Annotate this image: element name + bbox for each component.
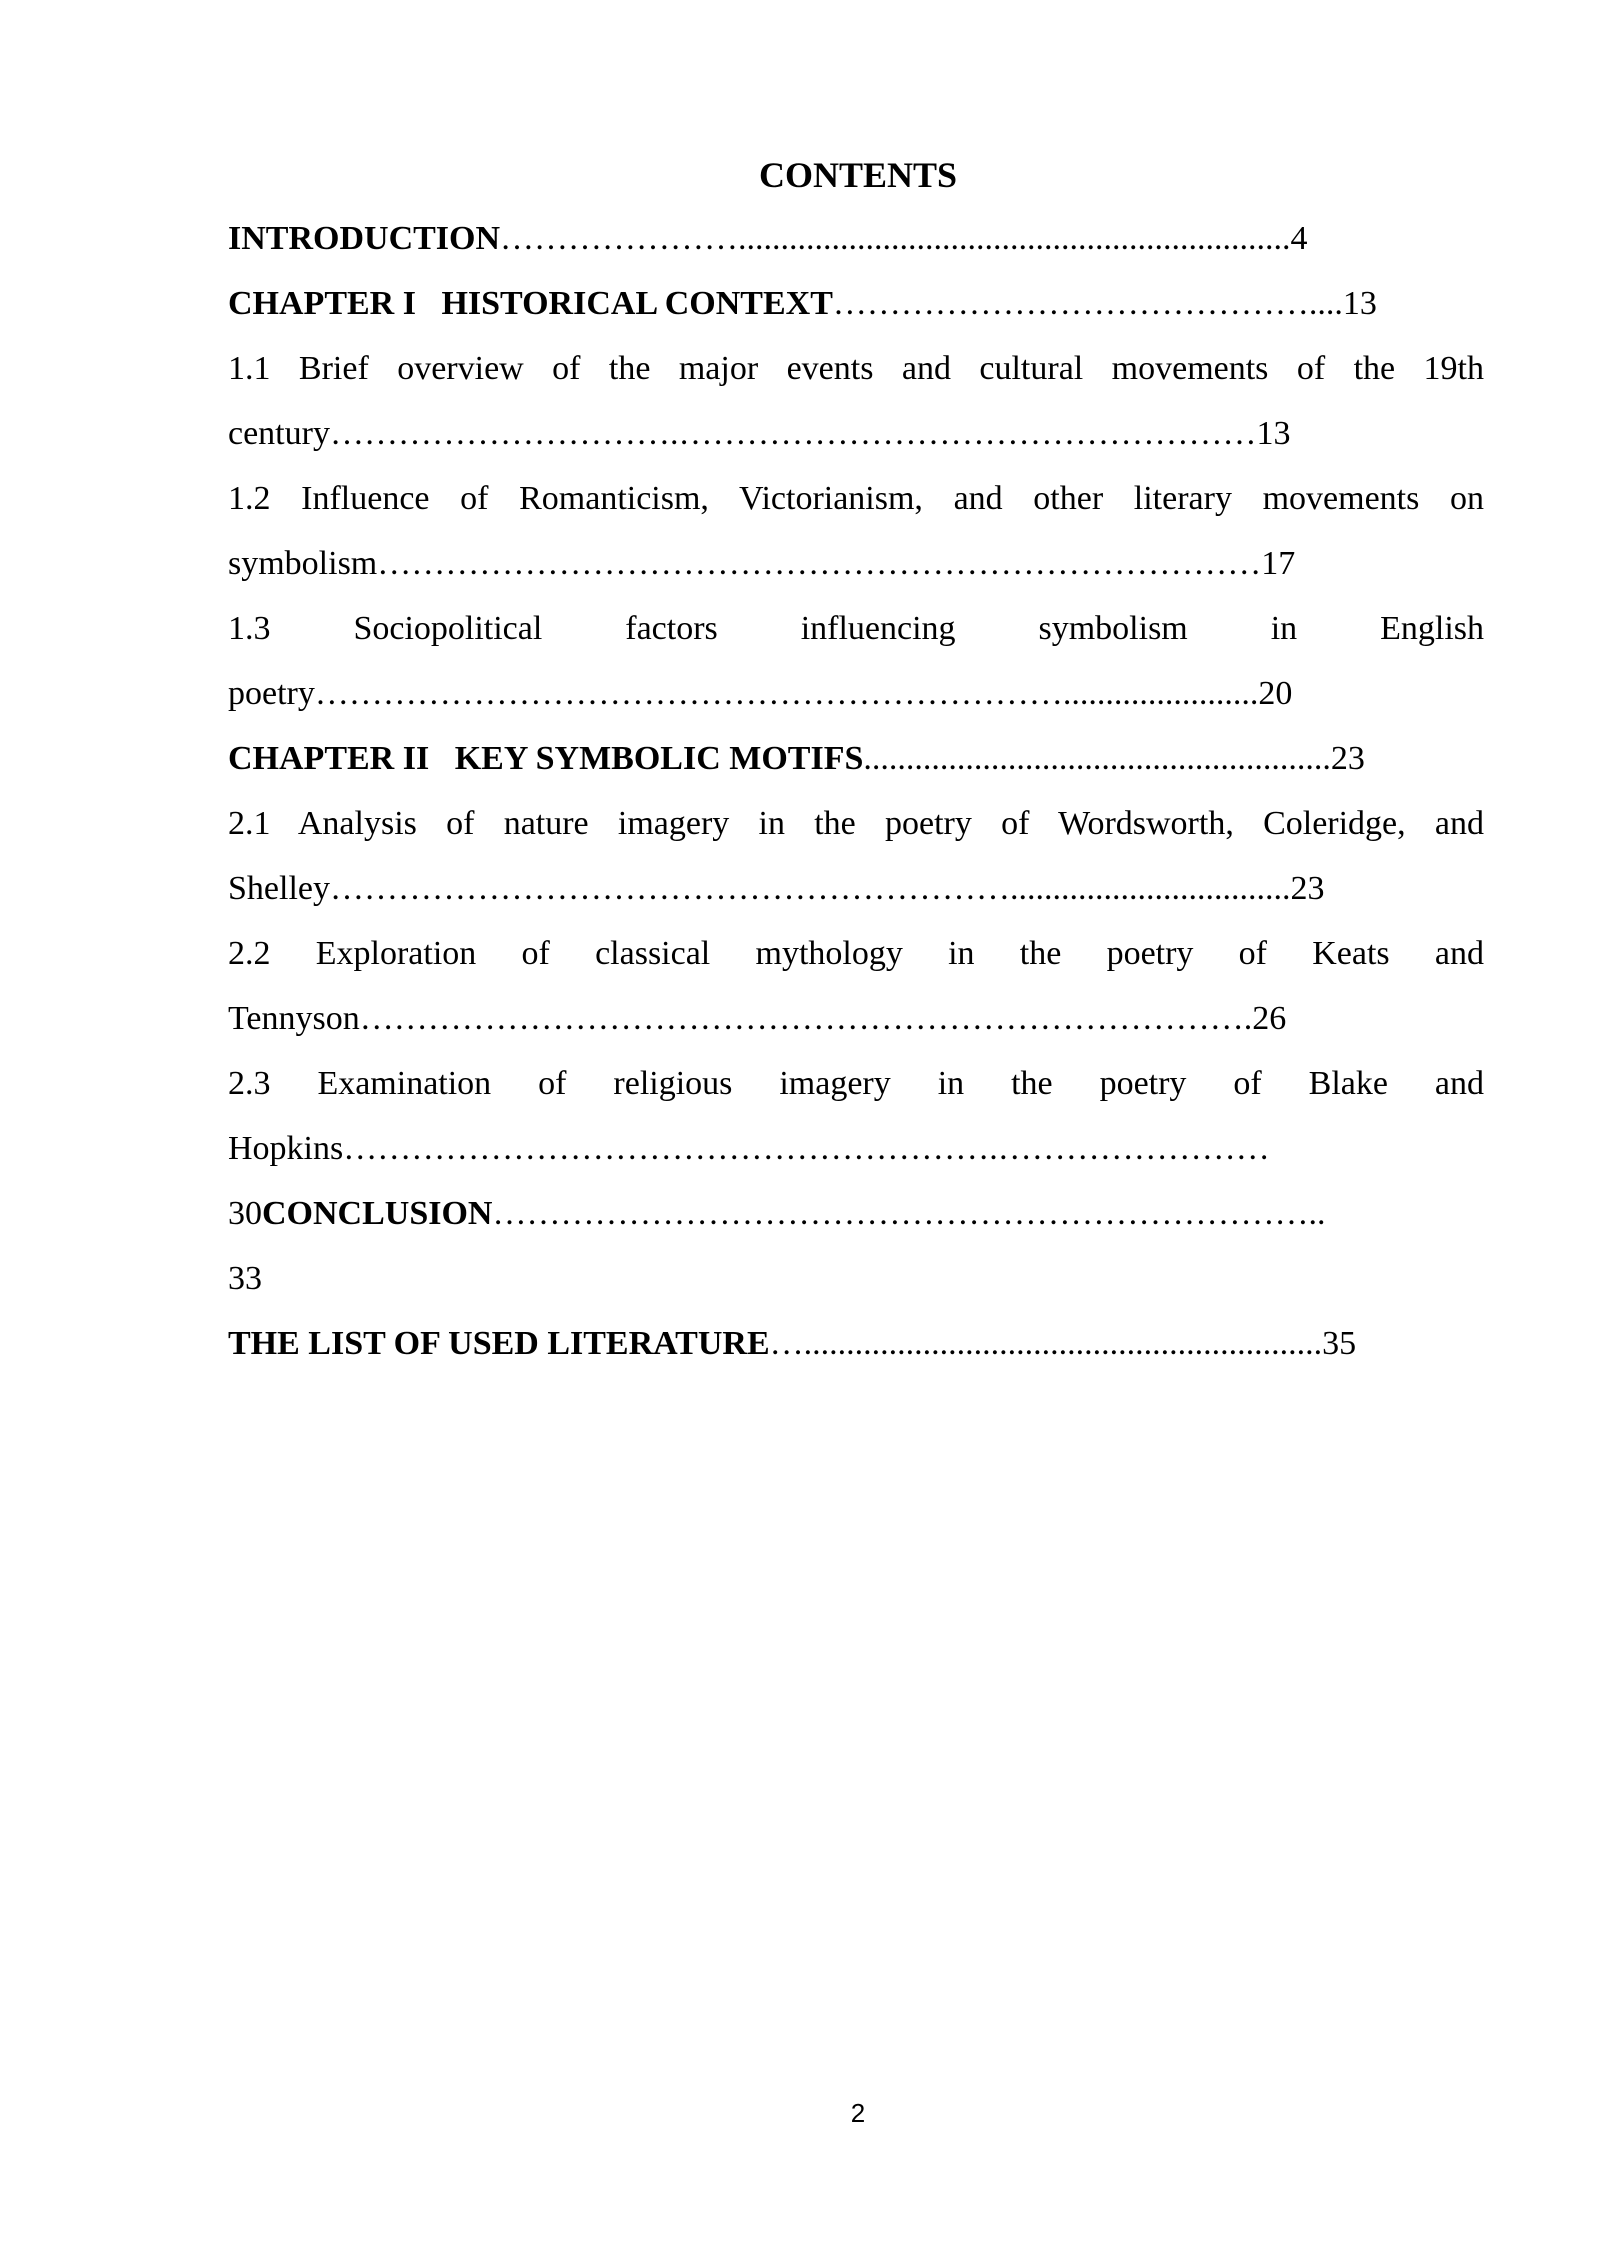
toc-entry-introduction[interactable]: [228, 214, 1484, 279]
toc-entry-2-2-line-2[interactable]: Tennyson…………………………………………………………………….26: [228, 1000, 1287, 1037]
toc-entry-label: THE LIST OF USED LITERATURE: [228, 1325, 770, 1362]
toc-entry-2-3-line-2[interactable]: Hopkins………………………………………………….……………………: [228, 1130, 1270, 1167]
toc-entry-chapter-2[interactable]: [228, 734, 1484, 799]
toc-entry-label: CHAPTER II KEY SYMBOLIC MOTIFS: [228, 740, 864, 777]
toc-entry-1-3-line-1[interactable]: 1.3 Sociopolitical factors influencing symbolism in English: [228, 610, 1484, 647]
toc-entry-conclusion-page: 33: [228, 1260, 262, 1297]
page-title: CONTENTS: [758, 155, 958, 195]
toc-entry-conclusion[interactable]: [228, 1189, 1484, 1254]
table-of-contents: [228, 214, 1484, 1384]
toc-leader-dots: ………………….................................................................: [500, 220, 1291, 257]
toc-leader-dots: ……………………………………....: [832, 285, 1343, 322]
toc-entry-2-2-line-1[interactable]: 2.2 Exploration of classical mythology in the poetry of Keats and: [228, 935, 1484, 972]
toc-page-number: 35: [1322, 1325, 1357, 1362]
toc-entry-1-1-line-2[interactable]: century………………………….……………………………………………13: [228, 415, 1291, 452]
toc-entry-2-3-line-1[interactable]: 2.3 Examination of religious imagery in the poetry of Blake and: [228, 1065, 1484, 1102]
toc-entry-chapter-1[interactable]: [228, 279, 1484, 344]
toc-entry-label: CHAPTER I HISTORICAL CONTEXT: [228, 285, 833, 322]
toc-entry-1-1-line-1[interactable]: 1.1 Brief overview of the major events and cultural movements of the 19th: [228, 350, 1484, 387]
toc-entry-2-1-line-1[interactable]: 2.1 Analysis of nature imagery in the poetry of Wordsworth, Coleridge, and: [228, 805, 1484, 842]
toc-page-number: 13: [1342, 285, 1377, 322]
toc-entry-literature[interactable]: [228, 1319, 1484, 1384]
toc-page-number: 4: [1290, 220, 1308, 257]
toc-entry-1-2-line-2[interactable]: symbolism……………………………………………………………………17: [228, 545, 1296, 582]
toc-page-number: 23: [1330, 740, 1365, 777]
page-number: 2: [850, 2098, 866, 2128]
toc-entry-label: INTRODUCTION: [228, 220, 501, 257]
toc-entry-2-1-line-2[interactable]: Shelley…………………………………………………….................................23: [228, 870, 1325, 907]
toc-entry-label: CONCLUSION: [262, 1195, 493, 1232]
toc-entry-1-3-line-2[interactable]: poetry………………………………………………………….......................20: [228, 675, 1293, 712]
toc-leader-dots: ….............................................................: [769, 1325, 1323, 1362]
toc-entry-1-2-line-1[interactable]: 1.2 Influence of Romanticism, Victorianism, and other literary movements on: [228, 480, 1484, 517]
toc-leader-dots: .......................................................: [863, 740, 1331, 777]
toc-leader-dots: ………………………………………………………………..: [492, 1195, 1326, 1232]
toc-page-number-prefix: 30: [228, 1195, 262, 1232]
